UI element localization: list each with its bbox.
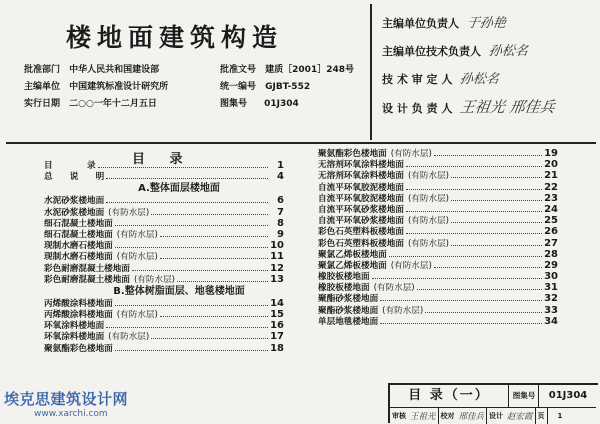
leader-dots <box>98 160 268 168</box>
toc-left-column <box>44 160 284 354</box>
toc-entry[interactable] <box>318 204 558 215</box>
watermark <box>4 388 154 422</box>
toc-entry-note: (有防水层) <box>407 171 450 182</box>
approval-doc-label: 批准文号 <box>220 65 257 75</box>
toc-entry-title <box>44 219 113 230</box>
toc-entry-page: 27 <box>544 237 558 249</box>
leader-dots <box>106 171 268 179</box>
leader-dots <box>451 215 542 223</box>
toc-entry-title-text: 彩色石英塑料板楼地面 <box>318 227 404 238</box>
toc-entry[interactable] <box>44 195 284 206</box>
toc-entry-title <box>44 196 104 207</box>
toc-entry-page: 28 <box>544 248 558 260</box>
toc-entry-note: (有防水层) <box>390 149 432 159</box>
toc-entry-title <box>44 241 113 252</box>
toc-entry[interactable] <box>318 170 558 181</box>
sheet-title: 目 录（一） <box>390 385 509 407</box>
signature: 王祖光 邢佳兵 <box>458 98 557 116</box>
toc-entry-title <box>318 317 378 328</box>
toc-entry-page: 24 <box>544 203 558 215</box>
responsibility-label: 主编单位技术负责人 <box>382 45 481 58</box>
toc-entry-title-text: 聚氨酯彩色楼地面 <box>44 343 113 354</box>
toc-entry-note: (有防水层) <box>108 207 150 218</box>
toc-entry-page: 31 <box>544 282 558 294</box>
toc-entry-title-text: 无溶剂环氧涂料楼地面 <box>318 160 404 171</box>
check-signature: 邢佳兵 <box>458 412 485 422</box>
leader-dots <box>451 193 542 201</box>
toc-entry[interactable] <box>44 171 284 182</box>
toc-entry[interactable] <box>44 240 284 251</box>
design-label: 设计 <box>486 408 505 424</box>
leader-dots <box>434 148 542 156</box>
toc-entry-note: (有防水层) <box>382 305 424 316</box>
toc-entry-title-text: 水泥砂浆楼地面 <box>44 196 105 207</box>
toc-entry[interactable] <box>44 320 284 331</box>
toc-entry-note: (有防水层) <box>116 252 158 263</box>
toc-entry-title <box>44 344 113 355</box>
toc-entry-note: (有防水层) <box>108 332 150 343</box>
toc-entry-title-text: 水泥砂浆楼地面 <box>44 207 105 218</box>
section-a-list <box>44 195 284 285</box>
responsibility-label: 技 术 审 定 人 <box>382 73 453 86</box>
effective-date-row <box>24 96 157 109</box>
toc-entry-title-text: 聚酯砂浆楼地面 <box>318 305 379 316</box>
toc-entry-page: 30 <box>544 271 558 283</box>
responsibility-label: 设 计 负 责 人 <box>382 102 453 115</box>
toc-entry-title-text: 聚酯砂浆楼地面 <box>318 294 379 305</box>
leader-dots <box>406 159 542 167</box>
toc-right-column <box>318 148 558 327</box>
sheet-header <box>6 4 596 144</box>
toc-entry-page: 32 <box>544 293 558 305</box>
toc-entry-title-text: 环氧涂料楼地面 <box>44 332 105 343</box>
leader-dots <box>115 298 268 306</box>
leader-dots <box>160 229 268 237</box>
page-label: 页 <box>535 408 547 424</box>
leader-dots <box>115 343 268 351</box>
toc-entry[interactable] <box>44 298 284 309</box>
leader-dots <box>132 263 268 271</box>
toc-entry-title-text: 单层地毯楼地面 <box>318 316 379 327</box>
toc-entry-title-text: 细石混凝土楼地面 <box>44 229 113 240</box>
responsibility-row-1 <box>382 12 506 31</box>
leader-dots <box>417 282 542 290</box>
toc-entry-note: (有防水层) <box>133 274 176 285</box>
approval-doc-value: 建质［2001］248号 <box>265 65 354 75</box>
toc-entry-page: 18 <box>270 342 284 354</box>
toc-entry-note: (有防水层) <box>407 238 450 249</box>
toc-entry-page: 21 <box>544 170 558 182</box>
toc-entry-note: (有防水层) <box>407 193 450 204</box>
toc-entry[interactable] <box>44 263 284 274</box>
effective-date-value: 二○○一年十二月五日 <box>69 99 157 109</box>
toc-entry-page: 15 <box>270 309 284 321</box>
page-number: 1 <box>547 408 573 424</box>
leader-dots <box>380 293 542 301</box>
signature: 孙松名 <box>458 72 500 87</box>
toc-entry[interactable] <box>318 148 558 159</box>
atlas-title: 楼地面建筑构造 <box>66 23 284 52</box>
watermark-url: www.xarchi.com <box>34 409 108 419</box>
signature: 于孙艳 <box>465 16 507 31</box>
toc-entry-page: 13 <box>270 273 284 285</box>
approval-doc-row <box>220 62 354 75</box>
toc-entry-title-text: 丙烯酸涂料楼地面 <box>44 298 113 309</box>
toc-entry[interactable] <box>318 293 558 304</box>
leader-dots <box>434 260 542 268</box>
toc-entry-note: (有防水层) <box>390 260 432 271</box>
section-a-heading: A.整体面层楼地面 <box>138 183 220 195</box>
leader-dots <box>425 305 542 313</box>
approval-dept-value: 中华人民共和国建设部 <box>69 65 160 75</box>
toc-title: 目 录 <box>132 152 193 167</box>
toc-entry-title <box>318 294 378 305</box>
responsibility-label: 主编单位负责人 <box>382 17 459 30</box>
toc-entry[interactable] <box>318 316 558 327</box>
toc-entry[interactable] <box>44 251 284 262</box>
responsibility-row-2 <box>382 40 528 59</box>
toc-entry-title <box>318 227 404 238</box>
toc-entry-title <box>318 250 387 261</box>
atlas-no-value: 01J304 <box>264 99 299 109</box>
toc-entry-page: 11 <box>270 251 284 263</box>
leader-dots <box>451 170 542 178</box>
toc-entry-page: 34 <box>544 315 558 327</box>
section-b-list <box>44 298 284 354</box>
toc-entry-title <box>318 205 404 216</box>
toc-entry-page: 4 <box>277 171 284 183</box>
toc-entry[interactable] <box>318 215 558 226</box>
toc-entry-title-text: 彩色石英塑料板楼地面 <box>318 238 404 249</box>
toc-entry-title-text: 橡胶板楼地面 <box>318 272 370 283</box>
toc-entry-title-text: 彩色耐磨混凝土楼地面 <box>44 274 130 285</box>
right-list <box>318 148 558 327</box>
toc-entry-title-text: 自流平环氧砂浆楼地面 <box>318 216 404 227</box>
toc-entry[interactable] <box>44 343 284 354</box>
leader-dots <box>151 207 268 215</box>
toc-entry-title-text: 环氧涂料楼地面 <box>44 321 105 332</box>
toc-entry[interactable] <box>44 160 284 171</box>
leader-dots <box>115 218 268 226</box>
signature: 孙松名 <box>487 44 529 59</box>
toc-entry-page: 29 <box>544 259 558 271</box>
toc-entry-title-text: 现制水磨石楼地面 <box>44 241 113 252</box>
toc-entry-title-text: 现制水磨石楼地面 <box>44 252 113 263</box>
toc-entry-page: 9 <box>277 228 284 240</box>
leader-dots <box>160 309 268 317</box>
leader-dots <box>372 271 542 279</box>
toc-entry-page: 10 <box>270 240 284 252</box>
toc-entry-title <box>44 299 113 310</box>
toc-entry-page: 26 <box>544 226 558 238</box>
toc-entry[interactable] <box>318 282 558 293</box>
toc-entry-page: 1 <box>277 160 284 171</box>
leader-dots <box>406 182 542 190</box>
leader-dots <box>389 249 542 257</box>
toc-entry[interactable] <box>318 238 558 249</box>
atlas-no-row <box>220 96 299 109</box>
atlas-no: 01J304 <box>548 390 588 401</box>
toc-entry-title-text: 彩色耐磨混凝土楼地面 <box>44 263 130 274</box>
toc-entry[interactable] <box>318 193 558 204</box>
toc-entry[interactable] <box>318 182 558 193</box>
toc-entry-page: 12 <box>270 262 284 274</box>
chief-unit-label: 主编单位 <box>24 82 61 92</box>
responsibility-row-3 <box>382 68 499 87</box>
leader-dots <box>380 316 542 324</box>
review-signature: 王祖光 <box>410 412 436 422</box>
design-signature: 赵宏霞 <box>507 412 533 422</box>
toc-entry-title-text: 细石混凝土楼地面 <box>44 218 113 229</box>
responsibility-row-4 <box>382 96 555 117</box>
leader-dots <box>451 238 542 246</box>
approval-dept-row <box>24 62 159 75</box>
toc-entry[interactable] <box>44 309 284 320</box>
toc-entry-title: 总 说 明 <box>44 172 105 183</box>
toc-entry-page: 17 <box>270 331 284 343</box>
toc-entry[interactable] <box>318 305 558 316</box>
toc-entry[interactable] <box>44 229 284 240</box>
effective-date-label: 实行日期 <box>24 99 61 109</box>
toc-entry-title <box>318 160 404 171</box>
toc-entry-title-text: 橡胶板楼地面 <box>318 283 370 294</box>
toc-entry-page: 6 <box>277 195 284 207</box>
chief-unit-row <box>24 79 168 92</box>
leader-dots <box>115 240 268 248</box>
title-block <box>388 383 598 423</box>
toc-entry-title <box>44 264 130 275</box>
toc-entry[interactable] <box>44 331 284 342</box>
atlas-no-label: 图集号 <box>220 99 248 109</box>
toc-entry-title-text: 丙烯酸涂料楼地面 <box>44 310 113 321</box>
toc-entry-page: 16 <box>270 320 284 332</box>
toc-entry-page: 23 <box>544 192 558 204</box>
toc-entry-page: 25 <box>544 215 558 227</box>
unified-no-value: GJBT-552 <box>265 82 311 92</box>
toc-entry[interactable] <box>44 274 284 285</box>
toc-entry-note: (有防水层) <box>373 283 415 294</box>
toc-entry[interactable] <box>318 260 558 271</box>
review-label: 审核 <box>392 412 406 420</box>
toc-entry[interactable] <box>318 226 558 237</box>
toc-entry[interactable] <box>318 159 558 170</box>
toc-entry-title <box>318 183 404 194</box>
unified-no-row <box>220 79 310 92</box>
toc-entry-title-text: 聚氯乙烯板楼地面 <box>318 249 387 260</box>
toc-entry-title-text: 自流平环氧胶泥楼地面 <box>318 182 404 193</box>
toc-entry[interactable] <box>318 271 558 282</box>
toc-entry-page: 19 <box>544 148 558 159</box>
leader-dots <box>151 331 268 339</box>
toc-entry-title-text: 聚氯乙烯板楼地面 <box>318 260 387 271</box>
toc-entry-note: (有防水层) <box>116 310 158 321</box>
toc-entry-title-text: 自流平环氧胶泥楼地面 <box>318 193 404 204</box>
unified-no-label: 统一编号 <box>220 82 257 92</box>
section-b-heading: B.整体树脂面层、地毯楼地面 <box>113 285 245 297</box>
toc-entry-title-text: 聚氨酯彩色楼地面 <box>318 149 387 159</box>
approval-dept-label: 批准部门 <box>24 65 61 75</box>
header-divider <box>370 4 372 140</box>
chief-unit-value: 中国建筑标准设计研究所 <box>69 82 169 92</box>
toc-entry-page: 8 <box>277 217 284 229</box>
atlas-no-label: 图集号 <box>510 385 539 407</box>
toc-entry-page: 33 <box>544 304 558 316</box>
toc-entry[interactable] <box>44 218 284 229</box>
leader-dots <box>177 274 268 282</box>
toc-entry-title <box>318 272 370 283</box>
leader-dots <box>106 320 268 328</box>
check-label: 校对 <box>438 408 457 424</box>
leader-dots <box>160 251 268 259</box>
toc-entry[interactable] <box>318 249 558 260</box>
toc-entry-page: 22 <box>544 181 558 193</box>
leader-dots <box>406 226 542 234</box>
toc-entry-title-text: 无溶剂环氧涂料楼地面 <box>318 171 404 182</box>
toc-entry-page: 20 <box>544 159 558 171</box>
toc-entry-title <box>44 321 104 332</box>
watermark-name: 埃克思建筑设计网 <box>4 390 129 408</box>
toc-entry-note: (有防水层) <box>407 216 450 227</box>
toc-entry-title: 目 录 <box>44 161 96 171</box>
signoff-row <box>390 407 596 424</box>
leader-dots <box>406 204 542 212</box>
leader-dots <box>106 195 268 203</box>
toc-entry-note: (有防水层) <box>116 229 158 240</box>
toc-entry-title-text: 自流平环氧砂浆楼地面 <box>318 204 404 215</box>
toc-entry-page: 14 <box>270 297 284 309</box>
toc-entry-page: 7 <box>277 206 284 218</box>
toc-entry[interactable] <box>44 207 284 218</box>
